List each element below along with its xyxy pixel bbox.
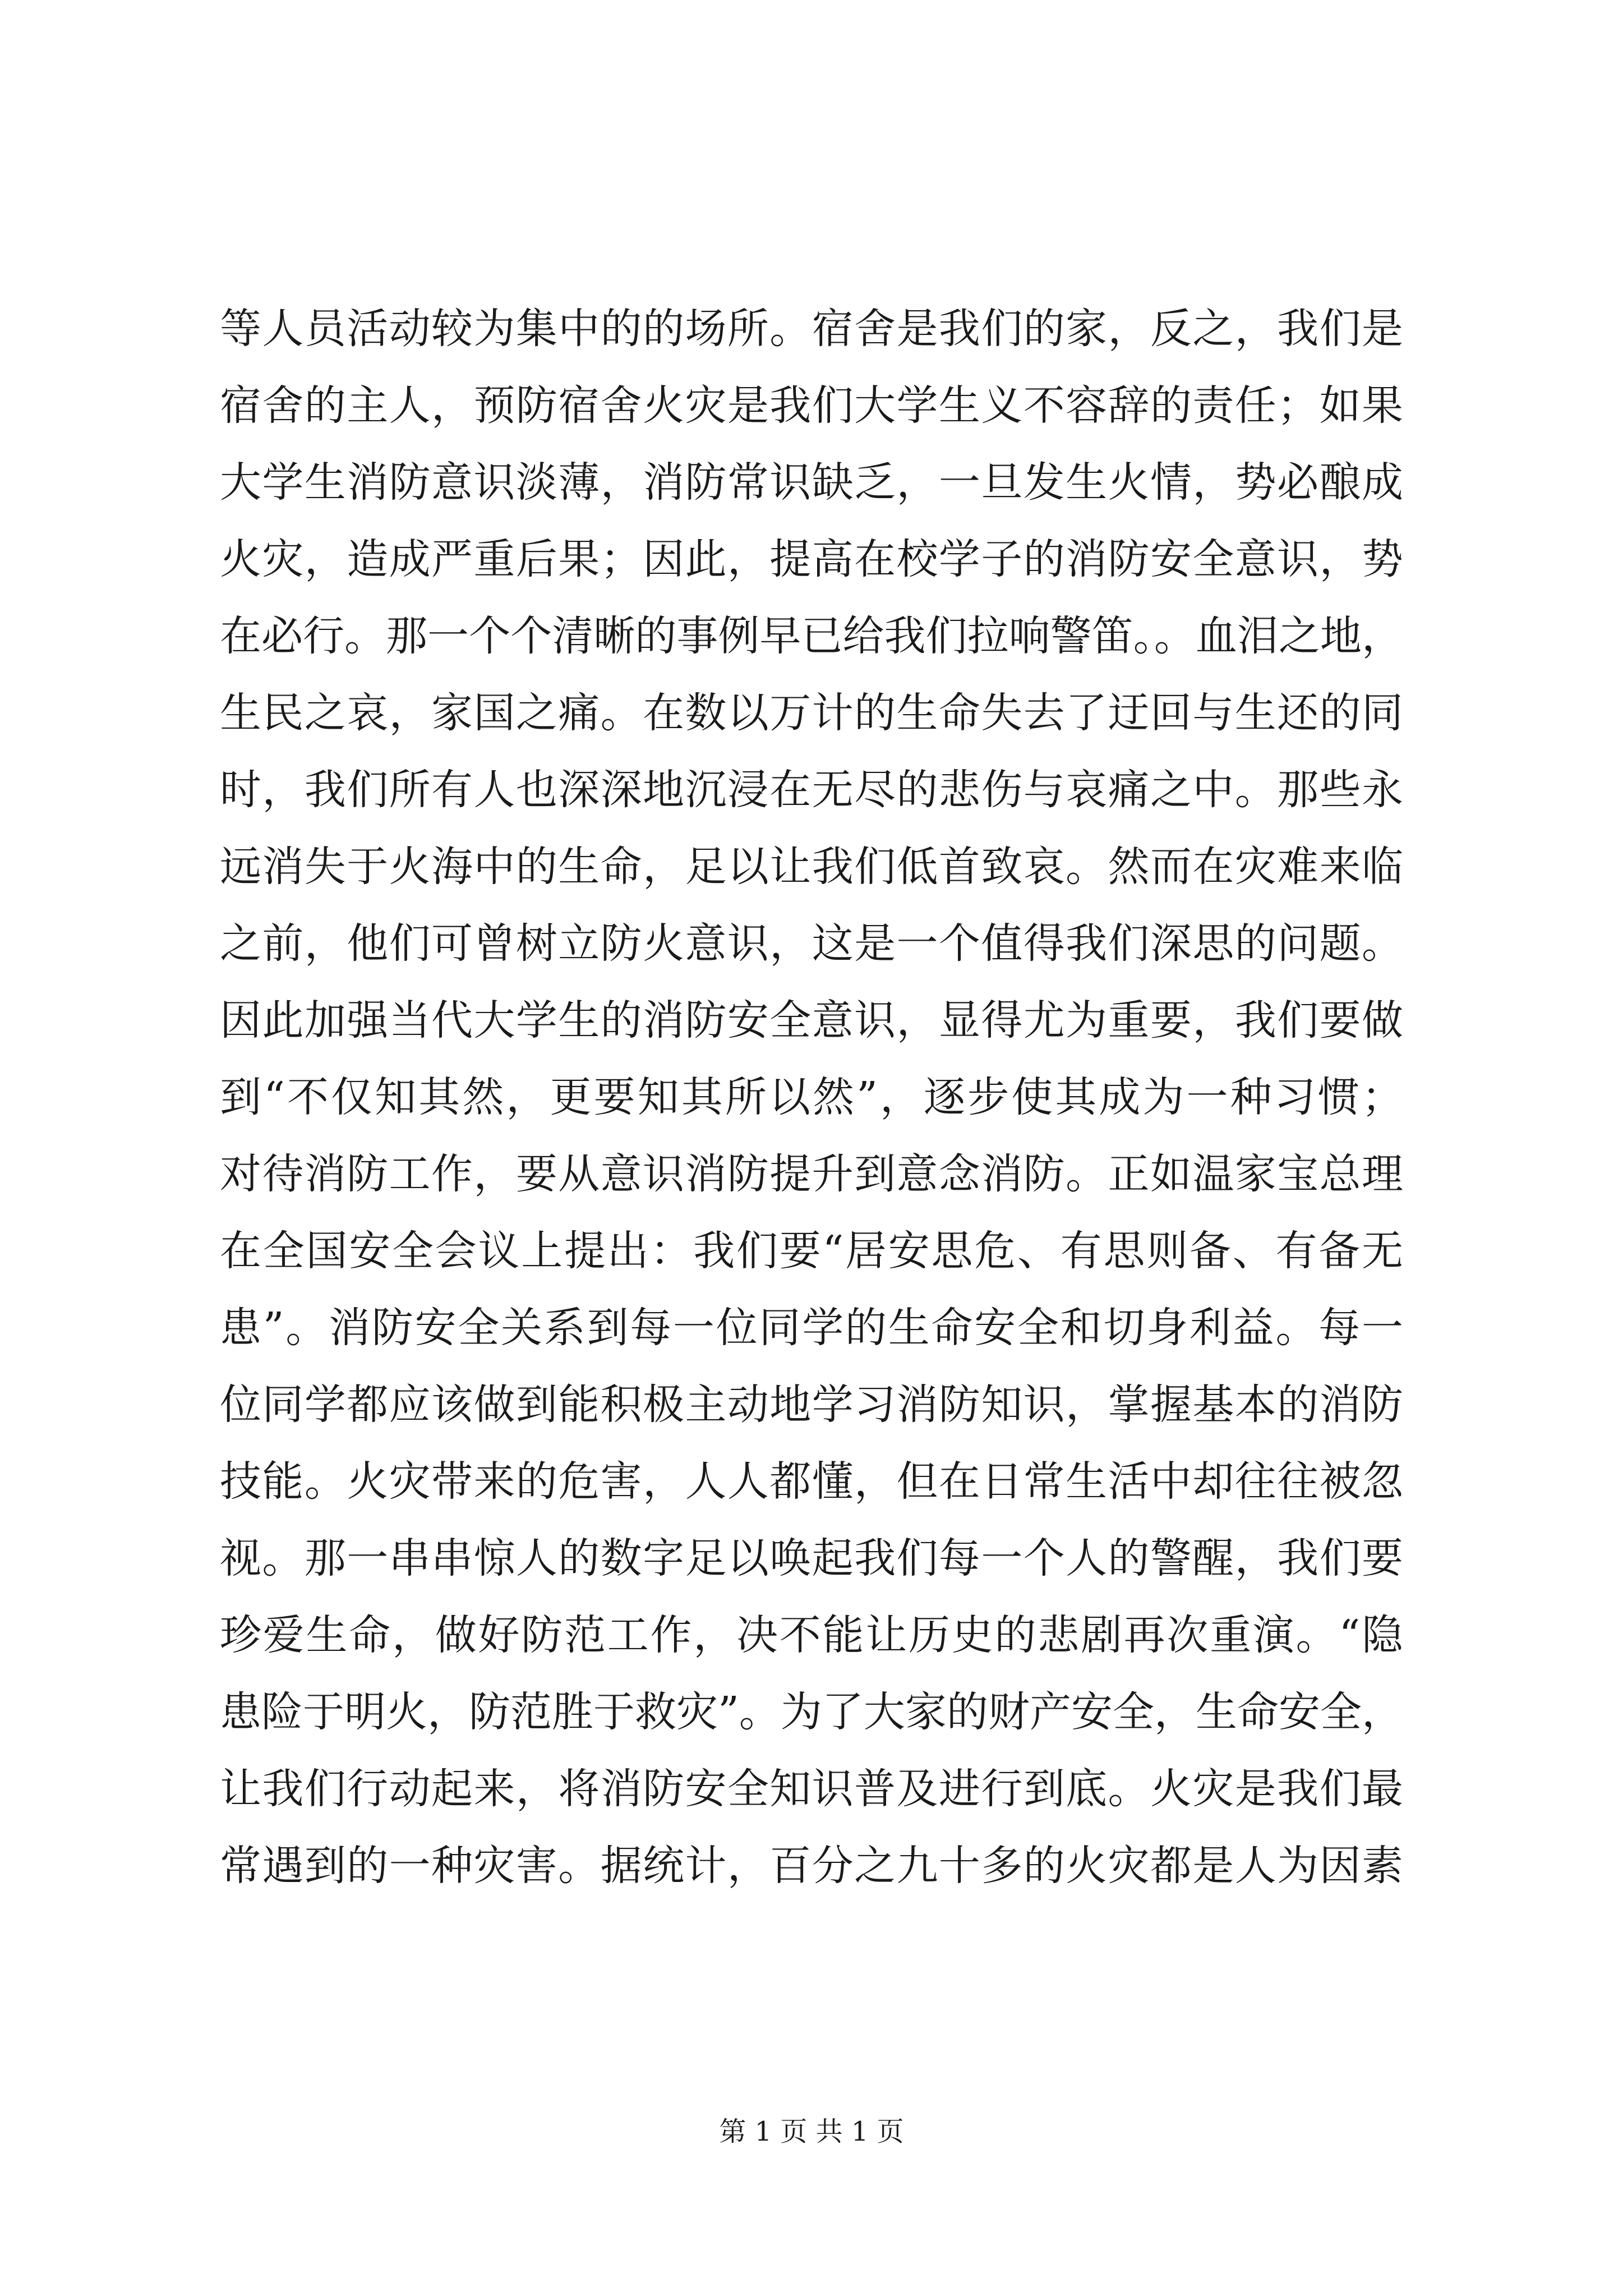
- text-line: 因此加强当代大学生的消防安全意识，显得尤为重要，我们要做: [220, 996, 1403, 1045]
- text-line: 等人员活动较为集中的的场所。宿舍是我们的家，反之，我们是: [220, 305, 1403, 353]
- text-line: 到“不仅知其然，更要知其所以然”，逐步使其成为一种习惯；: [220, 1073, 1403, 1121]
- text-line: 宿舍的主人，预防宿舍火灾是我们大学生义不容辞的责任；如果: [220, 381, 1403, 430]
- text-line: 常遇到的一种灾害。据统计，百分之九十多的火灾都是人为因素: [220, 1842, 1403, 1890]
- text-line: 让我们行动起来，将消防安全知识普及进行到底。火灾是我们最: [220, 1765, 1403, 1813]
- text-line: 在必行。那一个个清晰的事例早已给我们拉响警笛。。血泪之地，: [220, 612, 1403, 660]
- text-line: 时，我们所有人也深深地沉浸在无尽的悲伤与哀痛之中。那些永: [220, 766, 1403, 814]
- text-line: 患”。消防安全关系到每一位同学的生命安全和切身利益。每一: [220, 1304, 1403, 1352]
- text-line: 在全国安全会议上提出：我们要“居安思危、有思则备、有备无: [220, 1227, 1403, 1275]
- text-line: 远消失于火海中的生命，足以让我们低首致哀。然而在灾难来临: [220, 843, 1403, 891]
- text-line: 火灾，造成严重后果；因此，提高在校学子的消防安全意识，势: [220, 535, 1403, 583]
- page-footer: 第 1 页 共 1 页: [719, 2116, 904, 2147]
- text-line: 珍爱生命，做好防范工作，决不能让历史的悲剧再次重演。“隐: [220, 1611, 1403, 1659]
- text-line: 大学生消防意识淡薄，消防常识缺乏，一旦发生火情，势必酿成: [220, 458, 1403, 507]
- text-line: 位同学都应该做到能积极主动地学习消防知识，掌握基本的消防: [220, 1381, 1403, 1429]
- body-text: [220, 291, 1403, 1904]
- text-line: 之前，他们可曾树立防火意识，这是一个值得我们深思的问题。: [220, 919, 1403, 968]
- text-line: 生民之哀，家国之痛。在数以万计的生命失去了迂回与生还的同: [220, 689, 1403, 737]
- text-line: 技能。火灾带来的危害，人人都懂，但在日常生活中却往往被忽: [220, 1457, 1403, 1506]
- text-line: 患险于明火，防范胜于救灾”。为了大家的财产安全，生命安全，: [220, 1688, 1403, 1736]
- text-line: 对待消防工作，要从意识消防提升到意念消防。正如温家宝总理: [220, 1150, 1403, 1198]
- text-line: 视。那一串串惊人的数字足以唤起我们每一个人的警醒，我们要: [220, 1534, 1403, 1582]
